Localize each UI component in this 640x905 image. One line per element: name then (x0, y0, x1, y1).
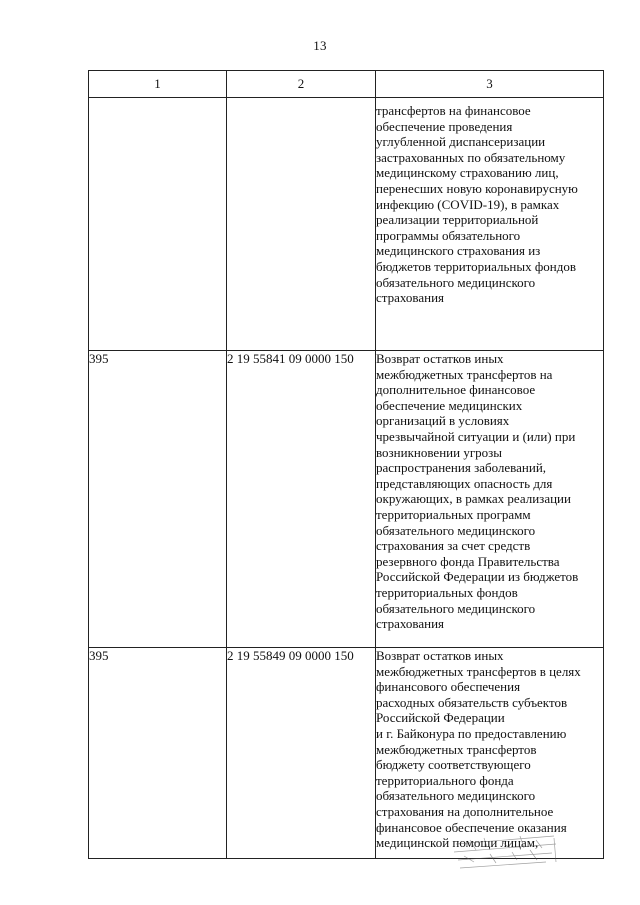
page-number: 13 (313, 38, 327, 53)
column-header-2: 2 (227, 71, 376, 98)
registration-stamp-icon (450, 832, 560, 874)
column-header-3: 3 (376, 71, 604, 98)
description-cell: Возврат остатков иных межбюджетных трансфертов в целях финансового обеспечения расходных обязательств субъектов Российской Федерации и г. Байконура по предоставлению межбюджетных трансфертов бюджету соответствующего территориального фонда обязательного медицинского страхования на дополнительное финансовое обеспечение оказания медицинской помощи лицам, (376, 648, 604, 859)
table-header-row (89, 71, 604, 98)
table-row (89, 351, 604, 648)
budget-code-cell: 2 19 55841 09 0000 150 (227, 351, 376, 648)
description-cell: трансфертов на финансовое обеспечение проведения углубленной диспансеризации застрахованных по обязательному медицинскому страхованию лиц, перенесших новую коронавирусную инфекцию (COVID-19), в рамках реализации территориальной программы обязательного медицинского страхования из бюджетов территориальных фондов обязательного медицинского страхования (376, 98, 604, 351)
admin-code-cell: 395 (89, 351, 227, 648)
budget-code-cell: 2 19 55849 09 0000 150 (227, 648, 376, 859)
document-table (88, 70, 604, 859)
column-header-1: 1 (89, 71, 227, 98)
budget-code-cell (227, 98, 376, 351)
admin-code-cell (89, 98, 227, 351)
table-row (89, 648, 604, 859)
admin-code-cell: 395 (89, 648, 227, 859)
table-row (89, 98, 604, 351)
description-cell: Возврат остатков иных межбюджетных трансфертов на дополнительное финансовое обеспечение медицинских организаций в условиях чрезвычайной ситуации и (или) при возникновении угрозы распространения заболеваний, представляющих опасность для окружающих, в рамках реализации территориальных программ обязательного медицинского страхования за счет средств резервного фонда Правительства Российской Федерации из бюджетов территориальных фондов обязательного медицинского страхования (376, 351, 604, 648)
